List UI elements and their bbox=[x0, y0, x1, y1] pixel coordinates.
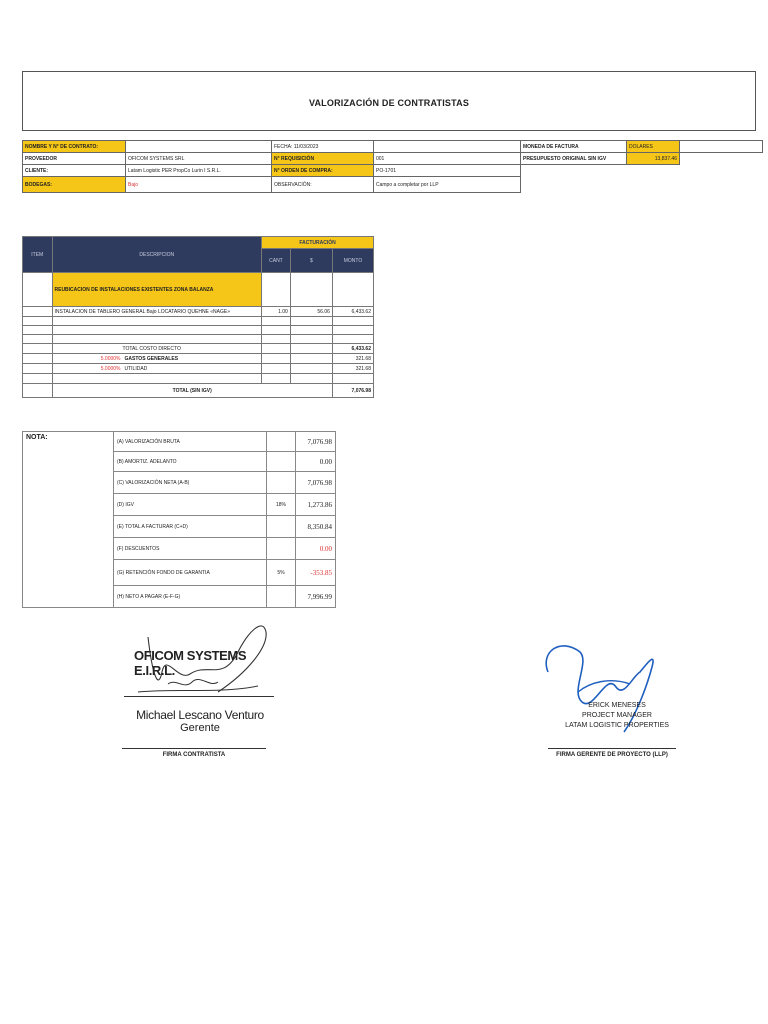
util-pct: 5.0000% bbox=[100, 365, 121, 372]
col-item-header: ITEM bbox=[23, 237, 53, 273]
manager-name: ERICK MENESES bbox=[588, 702, 646, 709]
total-label: TOTAL (SIN IGV) bbox=[52, 384, 332, 398]
contractor-signature-line bbox=[122, 748, 266, 749]
nota-row-pct bbox=[267, 538, 296, 560]
gg-pct: 5.0000% bbox=[100, 355, 121, 362]
manager-signature-line bbox=[548, 748, 676, 749]
fecha-label: FECHA: 11/03/2023 bbox=[272, 141, 374, 153]
table-row bbox=[23, 307, 374, 317]
valuation-table bbox=[22, 236, 374, 398]
col-monto-header: MONTO bbox=[332, 249, 373, 273]
orden-label: N° ORDEN DE COMPRA: bbox=[272, 165, 374, 177]
moneda-value: DOLARES bbox=[627, 141, 680, 153]
requisicion-label: N° REQUISICIÓN bbox=[272, 153, 374, 165]
nota-table bbox=[22, 431, 336, 608]
manager-caption: FIRMA GERENTE DE PROYECTO (LLP) bbox=[556, 752, 668, 758]
nota-row-value: -353.85 bbox=[296, 560, 336, 586]
nota-row-pct bbox=[267, 472, 296, 494]
row-monto: 6,433.62 bbox=[332, 307, 373, 317]
nota-row-label: (F) DESCUENTOS bbox=[114, 538, 267, 560]
proveedor-label: PROVEEDOR bbox=[23, 153, 126, 165]
nota-row-value: 0.00 bbox=[296, 452, 336, 472]
nota-row-label: (G) RETENCIÓN FONDO DE GARANTIA bbox=[114, 560, 267, 586]
contractor-name: Michael Lescano Venturo bbox=[136, 708, 264, 722]
nota-row-pct bbox=[267, 452, 296, 472]
nota-row-value: 7,996.99 bbox=[296, 586, 336, 608]
nota-row-label: (B) AMORTIZ. ADELANTO bbox=[114, 452, 267, 472]
nota-row-label: (D) IGV bbox=[114, 494, 267, 516]
title-box bbox=[22, 71, 756, 131]
col-unit-header: $ bbox=[290, 249, 332, 273]
row-description: INSTALACION DE TABLERO GENERAL Bajo LOCATARIO QUEHNE «NAGE» bbox=[52, 307, 262, 317]
nota-row-label: (E) TOTAL A FACTURAR (C+D) bbox=[114, 516, 267, 538]
nota-row-pct bbox=[267, 432, 296, 452]
nota-row-label: (A) VALORIZACIÓN BRUTA bbox=[114, 432, 267, 452]
facturacion-header: FACTURACIÓN bbox=[262, 237, 374, 249]
util-label: UTILIDAD bbox=[124, 365, 148, 372]
moneda-label: MONEDA DE FACTURA bbox=[521, 141, 627, 153]
nombre-value bbox=[126, 141, 272, 153]
util-value: 321.68 bbox=[332, 364, 373, 374]
observacion-label: OBSERVACIÓN: bbox=[272, 177, 374, 193]
row-cant: 1.00 bbox=[262, 307, 291, 317]
nota-row-label: (H) NETO A PAGAR (E-F-G) bbox=[114, 586, 267, 608]
gg-value: 321.68 bbox=[332, 354, 373, 364]
manager-signature-block bbox=[520, 632, 680, 752]
costo-directo-value: 6,433.62 bbox=[332, 344, 373, 354]
nota-row-pct bbox=[267, 516, 296, 538]
nota-row-value: 7,076.98 bbox=[296, 472, 336, 494]
manager-company: LATAM LOGISTIC PROPERTIES bbox=[565, 722, 669, 729]
contractor-company: OFICOM SYSTEMS E.I.R.L. bbox=[134, 648, 247, 678]
nota-row-pct: 18% bbox=[267, 494, 296, 516]
requisicion-value: 001 bbox=[374, 153, 521, 165]
presupuesto-value: 13,837.46 bbox=[627, 153, 680, 165]
contractor-signature-block bbox=[118, 612, 278, 762]
nota-row-value: 8,350.84 bbox=[296, 516, 336, 538]
bodega-value: Bajo bbox=[126, 177, 272, 193]
proveedor-value: OFICOM SYSTEMS SRL bbox=[126, 153, 272, 165]
total-value: 7,076.98 bbox=[332, 384, 373, 398]
header-info-table bbox=[22, 140, 763, 193]
col-desc-header: DESCRIPCION bbox=[52, 237, 262, 273]
nota-row-label: (C) VALORIZACIÓN NETA (A-B) bbox=[114, 472, 267, 494]
fecha-value bbox=[374, 141, 521, 153]
page-title: VALORIZACIÓN DE CONTRATISTAS bbox=[308, 98, 470, 108]
orden-value: PO-1701 bbox=[374, 165, 521, 177]
contractor-role: Gerente bbox=[180, 722, 220, 734]
gg-label: GASTOS GENERALES bbox=[124, 355, 179, 362]
presupuesto-label: PRESUPUESTO ORIGINAL SIN IGV bbox=[521, 153, 627, 165]
cliente-label: CLIENTE: bbox=[23, 165, 126, 177]
manager-role: PROJECT MANAGER bbox=[582, 712, 652, 719]
col-cant-header: CANT bbox=[262, 249, 291, 273]
nota-row-pct: 5% bbox=[267, 560, 296, 586]
nota-row-value: 0.00 bbox=[296, 538, 336, 560]
nota-row-pct bbox=[267, 586, 296, 608]
nombre-label: NOMBRE Y N° DE CONTRATO: bbox=[23, 141, 126, 153]
nota-row-value: 7,076.98 bbox=[296, 432, 336, 452]
costo-directo-label: TOTAL COSTO DIRECTO bbox=[52, 344, 262, 354]
cliente-value: Latam Logistic PER PropCo Lurin I S.R.L. bbox=[126, 165, 272, 177]
bodega-label: BODEGAS: bbox=[23, 177, 126, 193]
nota-label: NOTA: bbox=[23, 432, 114, 608]
observacion-value: Campo a completar por LLP bbox=[374, 177, 521, 193]
contractor-caption: FIRMA CONTRATISTA bbox=[162, 752, 226, 758]
nota-row-value: 1,273.86 bbox=[296, 494, 336, 516]
row-unit: 56.06 bbox=[290, 307, 332, 317]
section-title: REUBICACION DE INSTALACIONES EXISTENTES ZONA BALANZA bbox=[52, 273, 262, 307]
